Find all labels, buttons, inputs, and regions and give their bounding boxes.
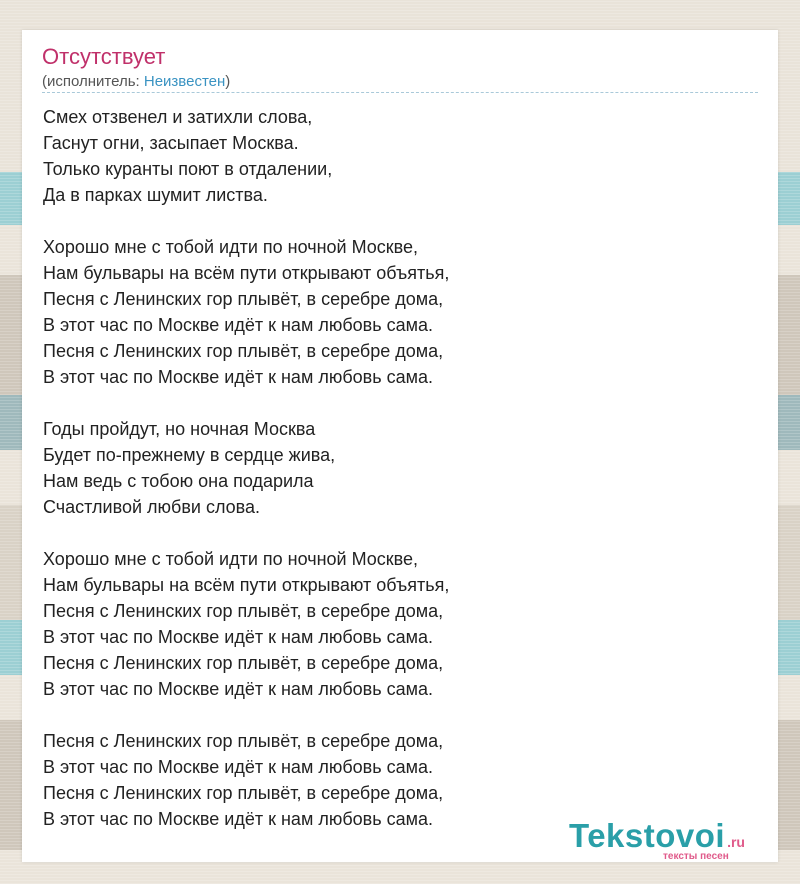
site-logo[interactable] <box>569 817 745 862</box>
lyrics-line: В этот час по Москве идёт к нам любовь сама. <box>43 367 433 387</box>
lyrics-stanza <box>43 234 763 390</box>
lyrics-line: Будет по-прежнему в сердце жива, <box>43 445 336 465</box>
lyrics-line: В этот час по Москве идёт к нам любовь сама. <box>43 679 433 699</box>
lyrics-line: Да в парках шумит листва. <box>43 185 268 205</box>
lyrics-line: Хорошо мне с тобой идти по ночной Москве, <box>43 549 419 569</box>
lyrics-line: Нам ведь с тобою она подарила <box>43 471 314 491</box>
lyrics-line: Песня с Ленинских гор плывёт, в серебре дома, <box>43 341 444 361</box>
artist-link[interactable]: Неизвестен <box>143 73 226 90</box>
meta-suffix: ) <box>225 73 231 90</box>
meta-prefix: (исполнитель: <box>42 73 144 90</box>
lyrics-line: Только куранты поют в отдалении, <box>43 159 333 179</box>
lyrics-line: Хорошо мне с тобой идти по ночной Москве, <box>43 237 419 257</box>
lyrics-line: Годы пройдут, но ночная Москва <box>43 419 316 439</box>
song-meta <box>42 73 230 91</box>
lyrics-line: Нам бульвары на всём пути открывают объятья, <box>43 575 450 595</box>
logo-name: Tekstovoi <box>569 817 726 854</box>
title-divider <box>42 92 758 93</box>
lyrics-line: Песня с Ленинских гор плывёт, в серебре дома, <box>43 783 444 803</box>
lyrics-line: Песня с Ленинских гор плывёт, в серебре дома, <box>43 731 444 751</box>
logo-tagline: тексты песен <box>663 851 729 862</box>
lyrics-stanza <box>43 416 763 520</box>
lyrics-line: Песня с Ленинских гор плывёт, в серебре дома, <box>43 289 444 309</box>
lyrics-card <box>22 30 778 862</box>
lyrics-line: В этот час по Москве идёт к нам любовь сама. <box>43 315 433 335</box>
lyrics-line: Смех отзвенел и затихли слова, <box>43 107 313 127</box>
logo-tld: .ru <box>727 834 745 850</box>
lyrics-line: Песня с Ленинских гор плывёт, в серебре дома, <box>43 601 444 621</box>
lyrics-line: В этот час по Москве идёт к нам любовь сама. <box>43 809 433 829</box>
lyrics-line: Песня с Ленинских гор плывёт, в серебре дома, <box>43 653 444 673</box>
lyrics-stanza <box>43 104 763 208</box>
lyrics-text <box>43 104 763 858</box>
lyrics-line: Счастливой любви слова. <box>43 497 261 517</box>
lyrics-line: Нам бульвары на всём пути открывают объятья, <box>43 263 450 283</box>
lyrics-line: В этот час по Москве идёт к нам любовь сама. <box>43 757 433 777</box>
song-title: Отсутствует <box>42 44 166 69</box>
lyrics-line: В этот час по Москве идёт к нам любовь сама. <box>43 627 433 647</box>
lyrics-stanza <box>43 546 763 702</box>
lyrics-line: Гаснут огни, засыпает Москва. <box>43 133 299 153</box>
